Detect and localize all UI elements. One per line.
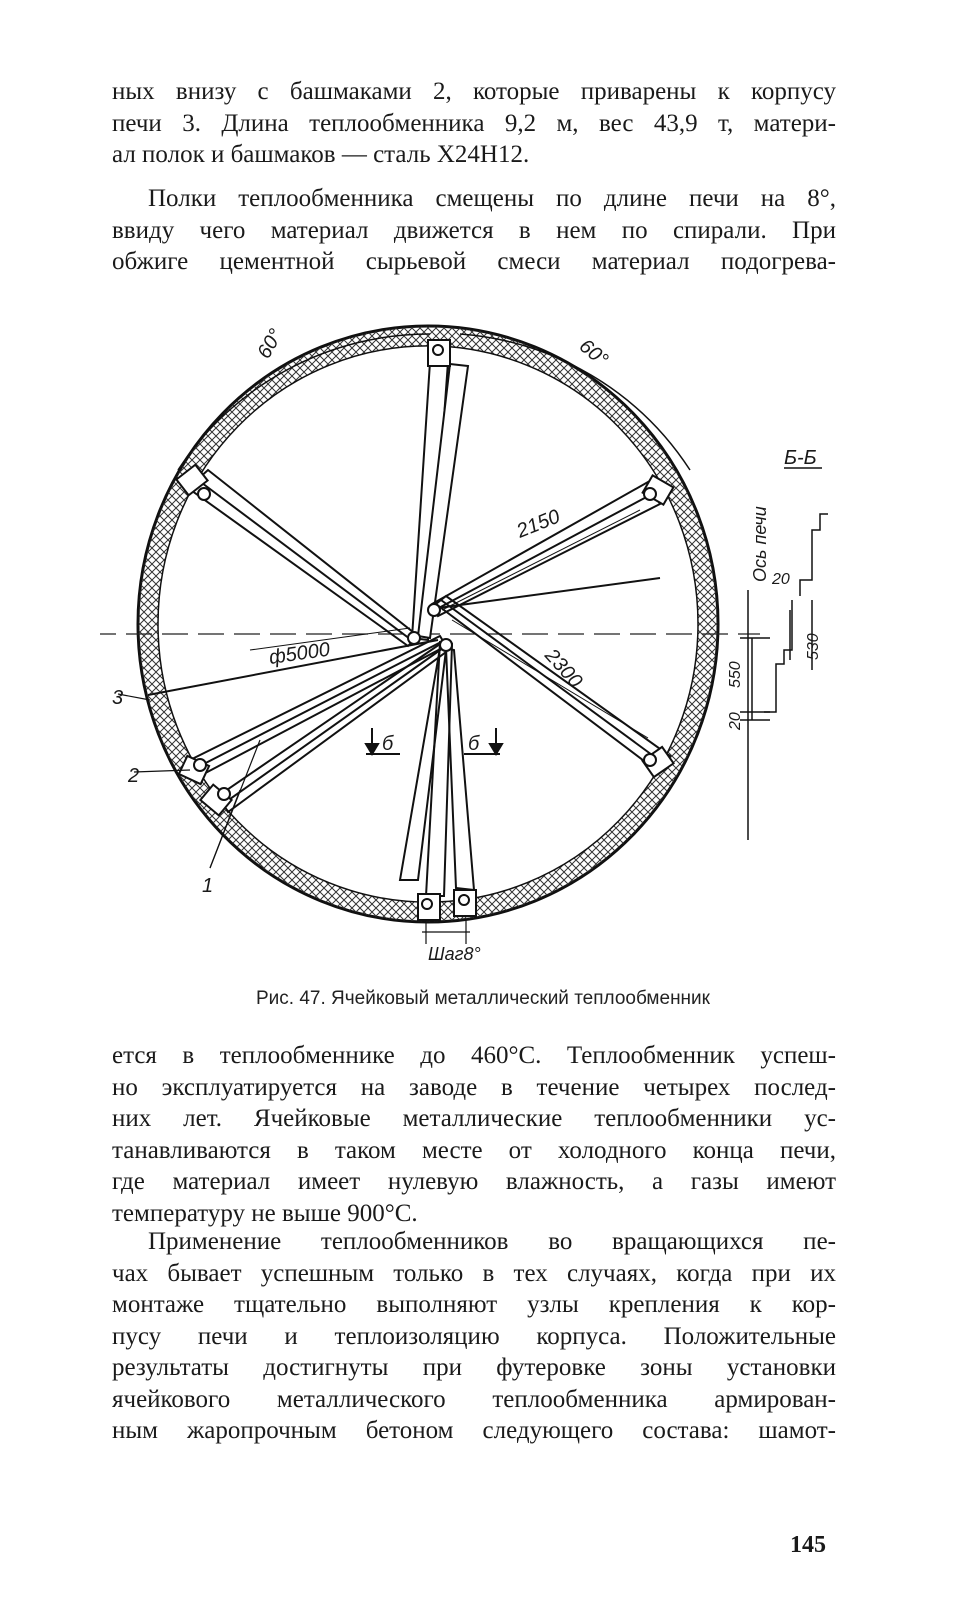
text-line: ным жаропрочным бетоном следующего состава: шамот-	[112, 1417, 836, 1444]
text-line: танавливаются в таком месте от холодного конца печи,	[112, 1136, 836, 1164]
dimension-2150: 2150	[513, 505, 564, 543]
heat-exchanger-drawing	[100, 320, 860, 980]
text-line: Применение теплообменников во вращающихся пе-	[148, 1228, 836, 1255]
dimension-20-bottom: 20	[727, 712, 744, 730]
text-line: монтаже тщательно выполняют узлы крепления к кор-	[112, 1291, 836, 1318]
page-number: 145	[790, 1532, 826, 1558]
text-line: пусу печи и теплоизоляцию корпуса. Положительные	[112, 1322, 836, 1350]
text-line: ал полок и башмаков — сталь Х24Н12.	[112, 141, 530, 168]
text-line: обжиге цементной сырьевой смеси материал подогрева-	[112, 248, 836, 275]
text-line: температуру не выше 900°С.	[112, 1199, 418, 1227]
figure-caption: Рис. 47. Ячейковый металлический теплообменник	[256, 988, 710, 1009]
text-line: ввиду чего материал движется в нем по спирали. При	[112, 216, 836, 244]
pitch-label: Шаг8°	[428, 944, 481, 964]
text-line: ячейкового металлического теплообменника армирован-	[112, 1385, 836, 1413]
dimension-530: 530	[805, 633, 822, 660]
text-line: ется в теплообменнике до 460°С. Теплообменник успеш-	[112, 1042, 836, 1069]
text-line: результаты достигнуты при футеровке зоны установки	[112, 1354, 836, 1381]
callout-2: 2	[128, 765, 140, 787]
section-label-left: б	[382, 733, 394, 755]
dimension-550: 550	[727, 661, 744, 688]
text-line: ных внизу с башмаками 2, которые приварены к корпусу	[112, 78, 836, 105]
text-line: Полки теплообменника смещены по длине печи на 8°,	[148, 185, 836, 212]
pitch-marker	[422, 920, 470, 944]
dimension-20-top: 20	[772, 571, 790, 588]
diameter-label: ф5000	[267, 638, 332, 669]
heat-exchanger-figure	[100, 320, 860, 980]
kiln-axis-label: Ось печи	[750, 506, 770, 582]
text-line: где материал имеет нулевую влажность, а газы имеют	[112, 1168, 836, 1195]
paragraph-middle	[112, 183, 836, 278]
section-label-right: б	[468, 733, 480, 755]
paragraph-bottom-2	[112, 1226, 836, 1447]
text-line: чах бывает успешным только в тех случаях, когда при их	[112, 1259, 836, 1287]
text-line: них лет. Ячейковые металлические теплообменники ус-	[112, 1105, 836, 1132]
dimension-2300: 2300	[540, 644, 587, 693]
text-line: печи 3. Длина теплообменника 9,2 м, вес 43,9 т, матери-	[112, 109, 836, 137]
paragraph-top	[112, 76, 836, 171]
callout-1: 1	[202, 875, 214, 897]
angle-label-left: 60°	[253, 325, 288, 363]
section-title: Б-Б	[784, 447, 817, 469]
text-line: но эксплуатируется на заводе в течение четырех послед-	[112, 1073, 836, 1101]
angle-label-right: 60°	[574, 334, 613, 372]
callout-3: 3	[112, 687, 124, 709]
paragraph-bottom-1	[112, 1040, 836, 1229]
